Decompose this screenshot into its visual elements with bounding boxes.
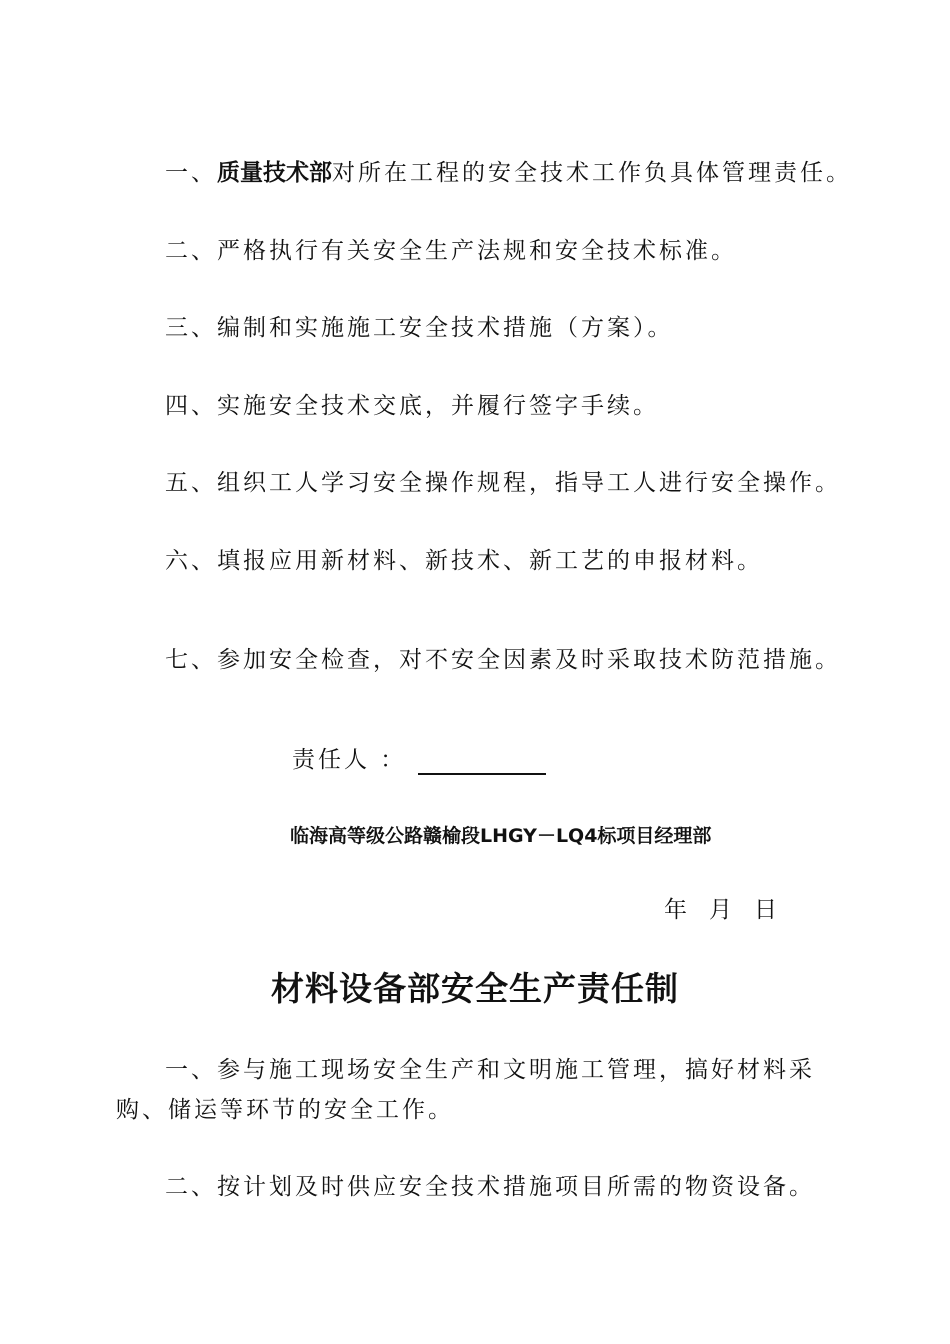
date-day: 日 [754, 897, 777, 923]
section2-paragraph-1: 一、参与施工现场安全生产和文明施工管理，搞好材料采购、储运等环节的安全工作。 [116, 1057, 815, 1123]
signature-blank [418, 751, 546, 775]
date-line [664, 895, 799, 925]
department-name: 临海高等级公路赣榆段LHGY－LQ4标项目经理部 [290, 825, 712, 847]
date-year: 年 [664, 897, 687, 923]
item-3: 三、编制和实施施工安全技术措施（方案）。 [165, 315, 674, 341]
item-7: 七、参加安全检查，对不安全因素及时采取技术防范措施。 [165, 647, 841, 673]
item-5: 五、组织工人学习安全操作规程，指导工人进行安全操作。 [165, 470, 841, 496]
signature-label: 责任人 ： [292, 747, 407, 773]
item-1-bold-department: 质量技术部 [217, 160, 332, 186]
date-month: 月 [709, 897, 732, 923]
section-title: 材料设备部安全生产责任制 [271, 969, 679, 1008]
item-1-text: 对所在工程的安全技术工作负具体管理责任。 [332, 160, 852, 186]
item-2: 二、严格执行有关安全生产法规和安全技术标准。 [165, 238, 737, 264]
section2-paragraph-2: 二、按计划及时供应安全技术措施项目所需的物资设备。 [165, 1174, 815, 1200]
item-6: 六、填报应用新材料、新技术、新工艺的申报材料。 [165, 548, 763, 574]
item-1-prefix: 一、 [165, 160, 217, 186]
item-4: 四、实施安全技术交底，并履行签字手续。 [165, 393, 659, 419]
item-1 [165, 158, 852, 188]
signature-line [292, 745, 546, 775]
